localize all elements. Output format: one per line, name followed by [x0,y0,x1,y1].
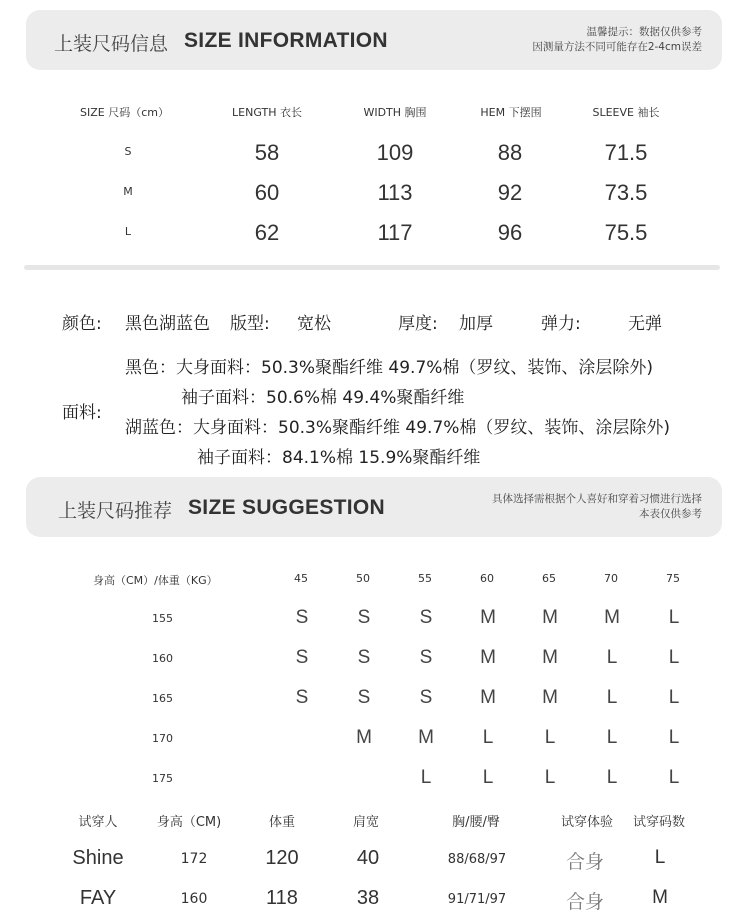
size-suggestion-note-line2: 本表仅供参考 [639,508,702,520]
tester-shoulder: 40 [356,847,380,869]
weight-header: 65 [542,572,556,585]
weight-header: 75 [666,572,680,585]
size-info-banner [26,10,722,70]
size-suggestion-title-zh: 上装尺码推荐 [58,500,173,522]
size-info-note-line2: 因测量方法不同可能存在2-4cm误差 [532,41,702,53]
sleeve-value: 75.5 [604,220,648,245]
tester-size: L [654,847,666,868]
corner-label: 身高（CM）/体重（KG） [93,574,218,587]
length-value: 60 [254,180,280,205]
weight-header: 55 [418,572,432,585]
size-cell: L [606,647,618,668]
size-label-l: L [124,225,132,238]
size-info-title-zh: 上装尺码信息 [54,33,169,55]
tester-weight: 118 [266,887,298,909]
size-label-s: S [124,145,132,158]
size-cell: M [356,727,372,748]
try-on-header: 体重 [268,815,295,830]
size-cell: S [357,607,371,628]
size-cell: L [420,767,432,788]
size-cell: L [606,687,618,708]
size-cell: L [668,607,680,628]
size-cell: S [295,687,309,708]
height-label: 175 [152,772,173,785]
weight-header: 70 [604,572,618,585]
tester-name: FAY [79,887,117,909]
size-label-m: M [123,185,133,198]
try-on-header: 试穿体验 [560,815,613,830]
size-info-header: SLEEVE 袖长 [592,106,660,119]
weight-header: 50 [356,572,370,585]
fabric-line: 袖子面料：84.1%棉 15.9%聚酯纤维 [197,448,481,468]
size-cell: M [418,727,434,748]
width-value: 109 [376,140,414,165]
tester-size: M [652,887,668,908]
size-info-note [442,25,702,55]
thickness-value: 加厚 [459,314,493,334]
tester-weight: 120 [265,847,299,869]
size-cell: S [295,607,309,628]
size-suggestion-title-en: SIZE SUGGESTION [188,496,386,519]
thickness-label: 厚度: [398,314,438,334]
try-on-header: 胸/腰/臀 [452,815,500,830]
section-divider [24,265,720,270]
size-info-header: LENGTH 衣长 [232,106,302,119]
size-cell: M [480,687,496,708]
size-cell: M [542,687,558,708]
tester-fit: 合身 [565,851,604,873]
fit-value: 宽松 [297,314,331,334]
size-cell: M [480,647,496,668]
length-value: 58 [254,140,280,165]
size-cell: L [606,767,618,788]
tester-bwh: 91/71/97 [447,892,507,907]
size-cell: S [295,647,309,668]
tester-bwh: 88/68/97 [447,852,507,867]
sleeve-value: 73.5 [604,180,648,205]
size-cell: L [606,727,618,748]
size-cell: S [419,687,433,708]
color-label: 颜色: [62,314,102,334]
try-on-header: 试穿人 [78,815,118,830]
tester-shoulder: 38 [356,887,380,909]
height-label: 155 [152,612,173,625]
height-label: 165 [152,692,173,705]
hem-value: 88 [497,140,523,165]
sleeve-value: 71.5 [604,140,648,165]
fabric-line: 袖子面料：50.6%棉 49.4%聚酯纤维 [181,388,465,408]
size-cell: M [542,647,558,668]
fabric-line: 湖蓝色：大身面料：50.3%聚酯纤维 49.7%棉（罗纹、装饰、涂层除外) [125,418,671,438]
weight-header: 45 [294,572,308,585]
size-cell: L [544,727,556,748]
width-value: 113 [377,180,413,205]
try-on-header: 肩宽 [352,815,379,830]
size-cell: L [668,687,680,708]
size-cell: L [668,727,680,748]
try-on-header: 身高（CM) [156,815,222,830]
size-cell: S [357,647,371,668]
fabric-line: 黑色：大身面料：50.3%聚酯纤维 49.7%棉（罗纹、装饰、涂层除外) [125,358,654,378]
height-label: 170 [152,732,173,745]
size-info-note-line1: 温馨提示：数据仅供参考 [586,26,702,38]
fit-label: 版型: [230,314,270,334]
fabric-label: 面料: [62,403,102,423]
weight-header: 60 [480,572,494,585]
size-cell: L [482,727,494,748]
hem-value: 92 [497,180,523,205]
size-cell: L [668,647,680,668]
size-suggestion-note [422,492,702,522]
length-value: 62 [254,220,280,245]
try-on-header: 试穿码数 [632,815,685,830]
size-cell: M [604,607,620,628]
hem-value: 96 [497,220,523,245]
size-suggestion-banner [26,477,722,537]
tester-height: 172 [180,851,208,867]
elastic-label: 弹力: [541,314,581,334]
size-cell: L [544,767,556,788]
size-cell: S [419,647,433,668]
size-cell: M [480,607,496,628]
size-suggestion-note-line1: 具体选择需根据个人喜好和穿着习惯进行选择 [492,493,702,505]
size-cell: M [542,607,558,628]
size-cell: L [668,767,680,788]
size-info-header: SIZE 尺码（cm） [80,106,169,119]
size-cell: L [482,767,494,788]
tester-fit: 合身 [565,891,604,913]
size-info-header: WIDTH 胸围 [363,106,427,119]
size-info-title-en: SIZE INFORMATION [184,29,388,52]
height-label: 160 [152,652,173,665]
tester-name: Shine [72,847,124,869]
width-value: 117 [377,220,413,245]
size-info-header: HEM 下摆围 [480,106,542,119]
tester-height: 160 [180,891,208,907]
size-cell: S [357,687,371,708]
size-cell: S [419,607,433,628]
elastic-value: 无弹 [628,314,662,334]
color-value: 黑色湖蓝色 [125,314,210,334]
